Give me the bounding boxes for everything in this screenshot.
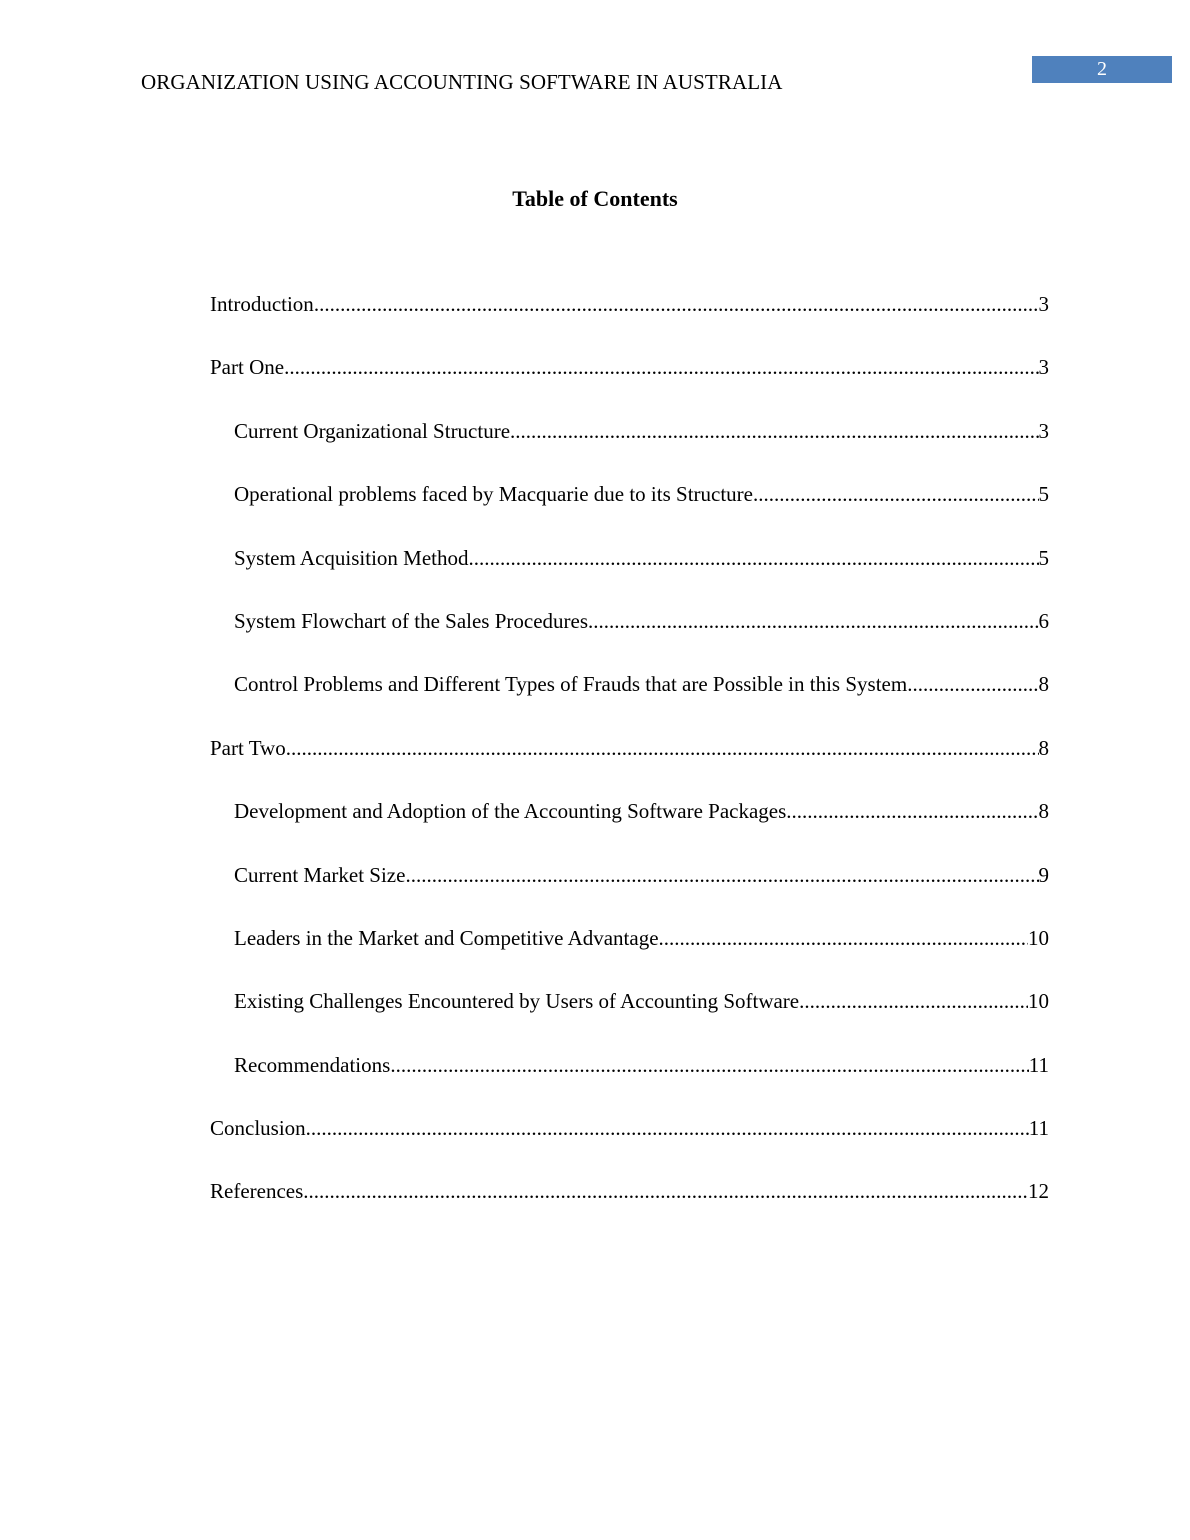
toc-entry-current-organizational-structure[interactable] <box>210 413 1049 476</box>
toc-entry-label: Current Market Size <box>234 862 406 887</box>
toc-entry-label: Conclusion <box>210 1116 306 1141</box>
toc-dot-leader <box>510 413 1038 449</box>
toc-entry-control-problems[interactable] <box>210 666 1049 729</box>
toc-entry-system-acquisition-method[interactable] <box>210 540 1049 603</box>
toc-entry-label: System Flowchart of the Sales Procedures <box>234 608 589 633</box>
toc-dot-leader <box>799 983 1028 1019</box>
toc-entry-page: 3 <box>1038 292 1049 316</box>
toc-entry-page: 3 <box>1038 418 1049 443</box>
toc-entry-page: 8 <box>1038 799 1049 824</box>
toc-entry-system-flowchart[interactable] <box>210 603 1049 666</box>
running-header-title: ORGANIZATION USING ACCOUNTING SOFTWARE IN AUSTRALIA <box>141 70 783 94</box>
toc-dot-leader <box>314 286 1039 322</box>
toc-entry-label: Part One <box>210 355 285 380</box>
toc-entry-page: 8 <box>1038 735 1049 760</box>
toc-entry-current-market-size[interactable] <box>210 857 1049 920</box>
toc-entry-label: Current Organizational Structure <box>234 418 511 443</box>
toc-entry-development-and-adoption[interactable] <box>210 793 1049 856</box>
toc-entry-operational-problems[interactable] <box>210 476 1049 539</box>
toc-entry-label: Control Problems and Different Types of Frauds that are Possible in this System <box>234 672 908 697</box>
toc-entry-page: 6 <box>1038 608 1049 633</box>
toc-entry-label: Recommendations <box>234 1052 391 1077</box>
toc-entry-page: 8 <box>1038 672 1049 697</box>
toc-entry-part-two[interactable] <box>210 730 1049 793</box>
toc-dot-leader <box>390 1047 1028 1083</box>
toc-entry-page: 10 <box>1028 925 1049 950</box>
toc-dot-leader <box>405 857 1038 893</box>
toc-dot-leader <box>786 793 1038 829</box>
toc-dot-leader <box>659 920 1028 956</box>
toc-dot-leader <box>753 476 1039 512</box>
toc-entry-label: System Acquisition Method <box>234 545 469 570</box>
toc-entry-page: 12 <box>1028 1179 1049 1204</box>
toc-title: Table of Contents <box>512 186 678 211</box>
toc-entry-references[interactable] <box>210 1173 1049 1236</box>
toc-dot-leader <box>588 603 1038 639</box>
toc-entry-page: 5 <box>1038 482 1049 507</box>
toc-dot-leader <box>303 1173 1028 1209</box>
toc-dot-leader <box>284 349 1038 385</box>
toc-entry-leaders-in-the-market[interactable] <box>210 920 1049 983</box>
toc-entry-page: 10 <box>1028 989 1049 1014</box>
toc-entry-page: 11 <box>1028 1052 1049 1077</box>
toc-dot-leader <box>469 540 1039 576</box>
toc-entry-label: Leaders in the Market and Competitive Advantage <box>234 925 659 950</box>
toc-entry-introduction[interactable] <box>210 286 1049 349</box>
toc-entry-label: Existing Challenges Encountered by Users of Accounting Software <box>234 989 800 1014</box>
toc-entry-recommendations[interactable] <box>210 1047 1049 1110</box>
toc-entry-part-one[interactable] <box>210 349 1049 412</box>
toc-entry-label: Part Two <box>210 735 286 760</box>
toc-entry-label: Introduction <box>210 292 314 316</box>
toc-dot-leader <box>286 730 1039 766</box>
toc-list <box>210 286 1049 1237</box>
toc-entry-page: 11 <box>1028 1116 1049 1141</box>
toc-dot-leader <box>306 1110 1029 1146</box>
toc-entry-label: Operational problems faced by Macquarie due to its Structure <box>234 482 753 507</box>
toc-entry-page: 9 <box>1038 862 1049 887</box>
toc-dot-leader <box>907 666 1038 702</box>
toc-entry-label: References <box>210 1179 304 1204</box>
page-number-badge: 2 <box>1032 56 1172 83</box>
toc-entry-existing-challenges[interactable] <box>210 983 1049 1046</box>
toc-entry-page: 5 <box>1038 545 1049 570</box>
toc-entry-conclusion[interactable] <box>210 1110 1049 1173</box>
toc-entry-label: Development and Adoption of the Accounting Software Packages <box>234 799 787 824</box>
toc-entry-page: 3 <box>1038 355 1049 380</box>
